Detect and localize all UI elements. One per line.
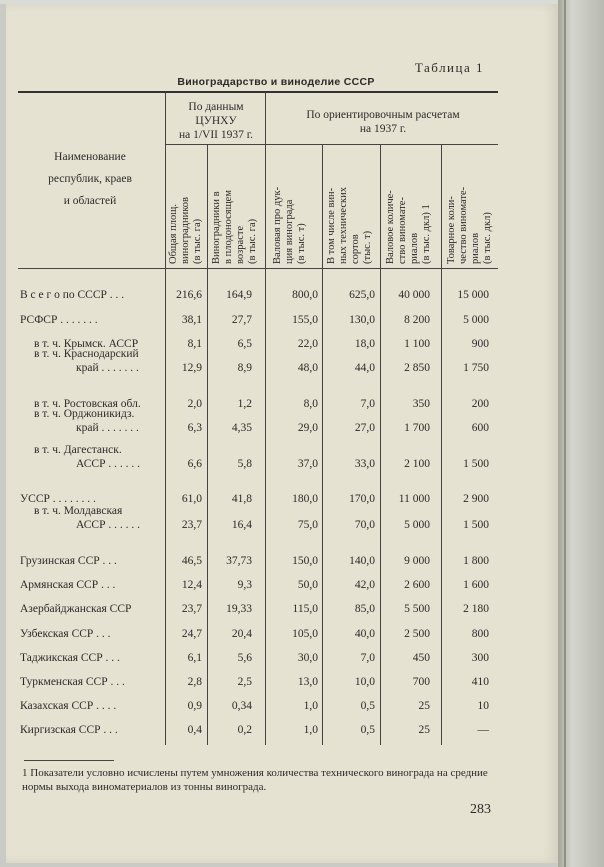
row-value: 8 200 [404,314,430,326]
row-value: 200 [471,398,489,410]
row-value: 10,0 [354,676,375,688]
row-value: 13,0 [297,676,318,688]
row-name-continued: край . . . . . . . [76,422,139,434]
row-value: 1 600 [463,579,489,591]
page-number: 283 [470,802,491,817]
row-name: Туркменская ССР . . . [20,676,125,688]
row-value: 150,0 [292,555,318,567]
row-name: в т. ч. Дагестанск. [34,444,122,456]
name-header-line: Наименование [54,151,126,163]
row-value: 0,5 [360,700,375,712]
group-header-line: По ориентировочным расчетам [306,109,460,121]
row-value: 1,0 [303,724,318,736]
row-value: 600 [471,422,489,434]
table-row [0,313,552,329]
row-name: Армянская ССР . . . [20,579,116,591]
table-row [0,554,552,570]
row-value: 38,1 [181,314,202,326]
row-value: 2 600 [404,579,430,591]
table-row [0,504,552,534]
row-value: 9,3 [237,579,252,591]
row-value: 350 [412,398,430,410]
table-title: Виноградарство и виноделие СССР [177,76,375,88]
row-value: 450 [412,652,430,664]
row-value: 625,0 [349,289,375,301]
row-value: 75,0 [297,519,318,531]
row-value: 24,7 [181,628,202,640]
row-value: 140,0 [349,555,375,567]
row-value: 5 500 [404,603,430,615]
row-value: 6,1 [187,652,202,664]
group-header-estimates [268,108,498,136]
row-value: 48,0 [297,362,318,374]
col-header-total-area: Общая площ. виноградников (в тыс. га) [168,196,203,264]
footnote: 1 Показатели условно исчислены путем умножения количества технического винограда на средние нормы выхода виноматериалов из тонны винограда. [22,767,488,793]
row-value: 164,9 [226,289,252,301]
row-value: 0,5 [360,724,375,736]
table-row [0,443,552,473]
table-row [0,675,552,691]
col-header-gross-wine-materials: Валовое количе- ство виномате- риалов (в тыс. дкл) 1 [385,190,432,264]
row-value: 2 180 [463,603,489,615]
table-row [0,699,552,715]
col-header-technical-varieties: В том числе вин- ных технических сортов (тыс. т) [326,187,373,264]
row-value: 216,6 [176,289,202,301]
row-value: 1 700 [404,422,430,434]
row-name: в т. ч. Краснодарский [34,348,139,360]
row-value: 6,6 [187,458,202,470]
row-value: 27,0 [354,422,375,434]
col-header-gross-yield: Валовая про дук- ция винограда (в тыс. т) [272,186,307,264]
row-value: 6,3 [187,422,202,434]
row-value: 5,6 [237,652,252,664]
row-value: 5 000 [404,519,430,531]
row-name-continued: край . . . . . . . [76,362,139,374]
row-value: 800,0 [292,289,318,301]
row-name: в т. ч. Крымск. АССР [34,338,139,350]
row-value: 5,8 [237,458,252,470]
row-value: 25 [418,724,430,736]
row-value: 22,0 [297,338,318,350]
table-row [0,627,552,643]
table-row [0,723,552,739]
row-name: Азербайджанская ССР [20,603,132,615]
header-bottom-rule [18,268,498,269]
row-name: Таджикская ССР . . . [20,652,120,664]
row-value: 5 000 [463,314,489,326]
row-value: 8,0 [303,398,318,410]
table-row [0,288,552,304]
row-value: 40 000 [398,289,430,301]
row-value: 10 [477,700,489,712]
row-value: 2 850 [404,362,430,374]
row-value: 8,1 [187,338,202,350]
row-name: Казахская ССР . . . . [20,700,117,712]
col-header-fruiting-area: Виноградники в в плодоносящем возрасте (в тыс. га) [211,190,258,264]
row-name: Узбекская ССР . . . [20,628,111,640]
row-value: 27,7 [231,314,252,326]
row-name-continued: АССР . . . . . . [76,519,140,531]
row-value: 0,4 [187,724,202,736]
row-value: 800 [471,628,489,640]
row-value: 23,7 [181,603,202,615]
row-value: 1 800 [463,555,489,567]
row-value: 130,0 [349,314,375,326]
group-header-line: По данным [188,101,244,113]
table-row [0,407,552,437]
row-name: В с е г о по СССР . . . [20,289,125,301]
row-value: — [477,724,489,736]
row-value: 115,0 [292,603,318,615]
row-name: в т. ч. Орджоникидз. [34,408,135,420]
row-name: УССР . . . . . . . . [20,493,96,505]
row-value: 70,0 [354,519,375,531]
table-row [0,347,552,377]
group-header-line: на 1937 г. [359,123,407,135]
row-value: 50,0 [297,579,318,591]
row-value: 23,7 [181,519,202,531]
table-row [0,578,552,594]
footnote-rule [24,760,114,761]
row-value: 30,0 [297,652,318,664]
row-value: 46,5 [181,555,202,567]
row-value: 37,73 [226,555,252,567]
row-value: 1,2 [237,398,252,410]
row-name: Киргизская ССР . . . [20,724,118,736]
row-value: 37,0 [297,458,318,470]
row-value: 12,4 [181,579,202,591]
row-value: 6,5 [237,338,252,350]
row-value: 0,34 [231,700,252,712]
col-header-commercial-wine-materials: Товарное коли- чество виномате- риалов (в тыс. дкл) [446,186,493,264]
row-value: 105,0 [292,628,318,640]
row-value: 900 [471,338,489,350]
row-value: 19,33 [226,603,252,615]
row-name: РСФСР . . . . . . . [20,314,98,326]
row-value: 2 500 [404,628,430,640]
name-header-line: и областей [63,195,117,207]
row-value: 25 [418,700,430,712]
row-value: 1 750 [463,362,489,374]
row-value: 410 [471,676,489,688]
top-rule [18,91,498,93]
row-value: 180,0 [292,493,318,505]
table-number: Таблица 1 [414,60,484,75]
row-value: 0,2 [237,724,252,736]
row-value: 2,8 [187,676,202,688]
table-row [0,651,552,667]
group-header-line: ЦУНХУ [195,115,237,127]
row-value: 20,4 [231,628,252,640]
row-value: 8,9 [237,362,252,374]
row-value: 4,35 [231,422,252,434]
table-row [0,602,552,618]
row-value: 12,9 [181,362,202,374]
row-name-continued: АССР . . . . . . [76,458,140,470]
row-value: 155,0 [292,314,318,326]
row-value: 40,0 [354,628,375,640]
row-value: 7,0 [360,652,375,664]
row-value: 1 100 [404,338,430,350]
row-value: 33,0 [354,458,375,470]
row-value: 41,8 [231,493,252,505]
row-value: 16,4 [231,519,252,531]
row-name: Грузинская ССР . . . [20,555,117,567]
row-value: 2,5 [237,676,252,688]
row-value: 1,0 [303,700,318,712]
row-value: 11 000 [398,493,430,505]
book-spine [558,0,604,867]
row-value: 170,0 [349,493,375,505]
name-header-line: республик, краев [48,173,132,185]
row-value: 85,0 [354,603,375,615]
row-value: 7,0 [360,398,375,410]
row-value: 300 [471,652,489,664]
row-name: в т. ч. Ростовская обл. [34,398,141,410]
row-value: 2 100 [404,458,430,470]
row-value: 1 500 [463,458,489,470]
row-value: 700 [412,676,430,688]
name-column-header [20,146,160,212]
row-value: 44,0 [354,362,375,374]
row-value: 18,0 [354,338,375,350]
row-value: 0,9 [187,700,202,712]
row-value: 61,0 [181,493,202,505]
row-value: 15 000 [457,289,489,301]
row-value: 2 900 [463,493,489,505]
row-name: в т. ч. Молдавская [34,505,123,517]
row-value: 1 500 [463,519,489,531]
row-value: 9 000 [404,555,430,567]
row-value: 29,0 [297,422,318,434]
row-value: 42,0 [354,579,375,591]
row-value: 2,0 [187,398,202,410]
group-header-line: на 1/VII 1937 г. [178,129,254,141]
